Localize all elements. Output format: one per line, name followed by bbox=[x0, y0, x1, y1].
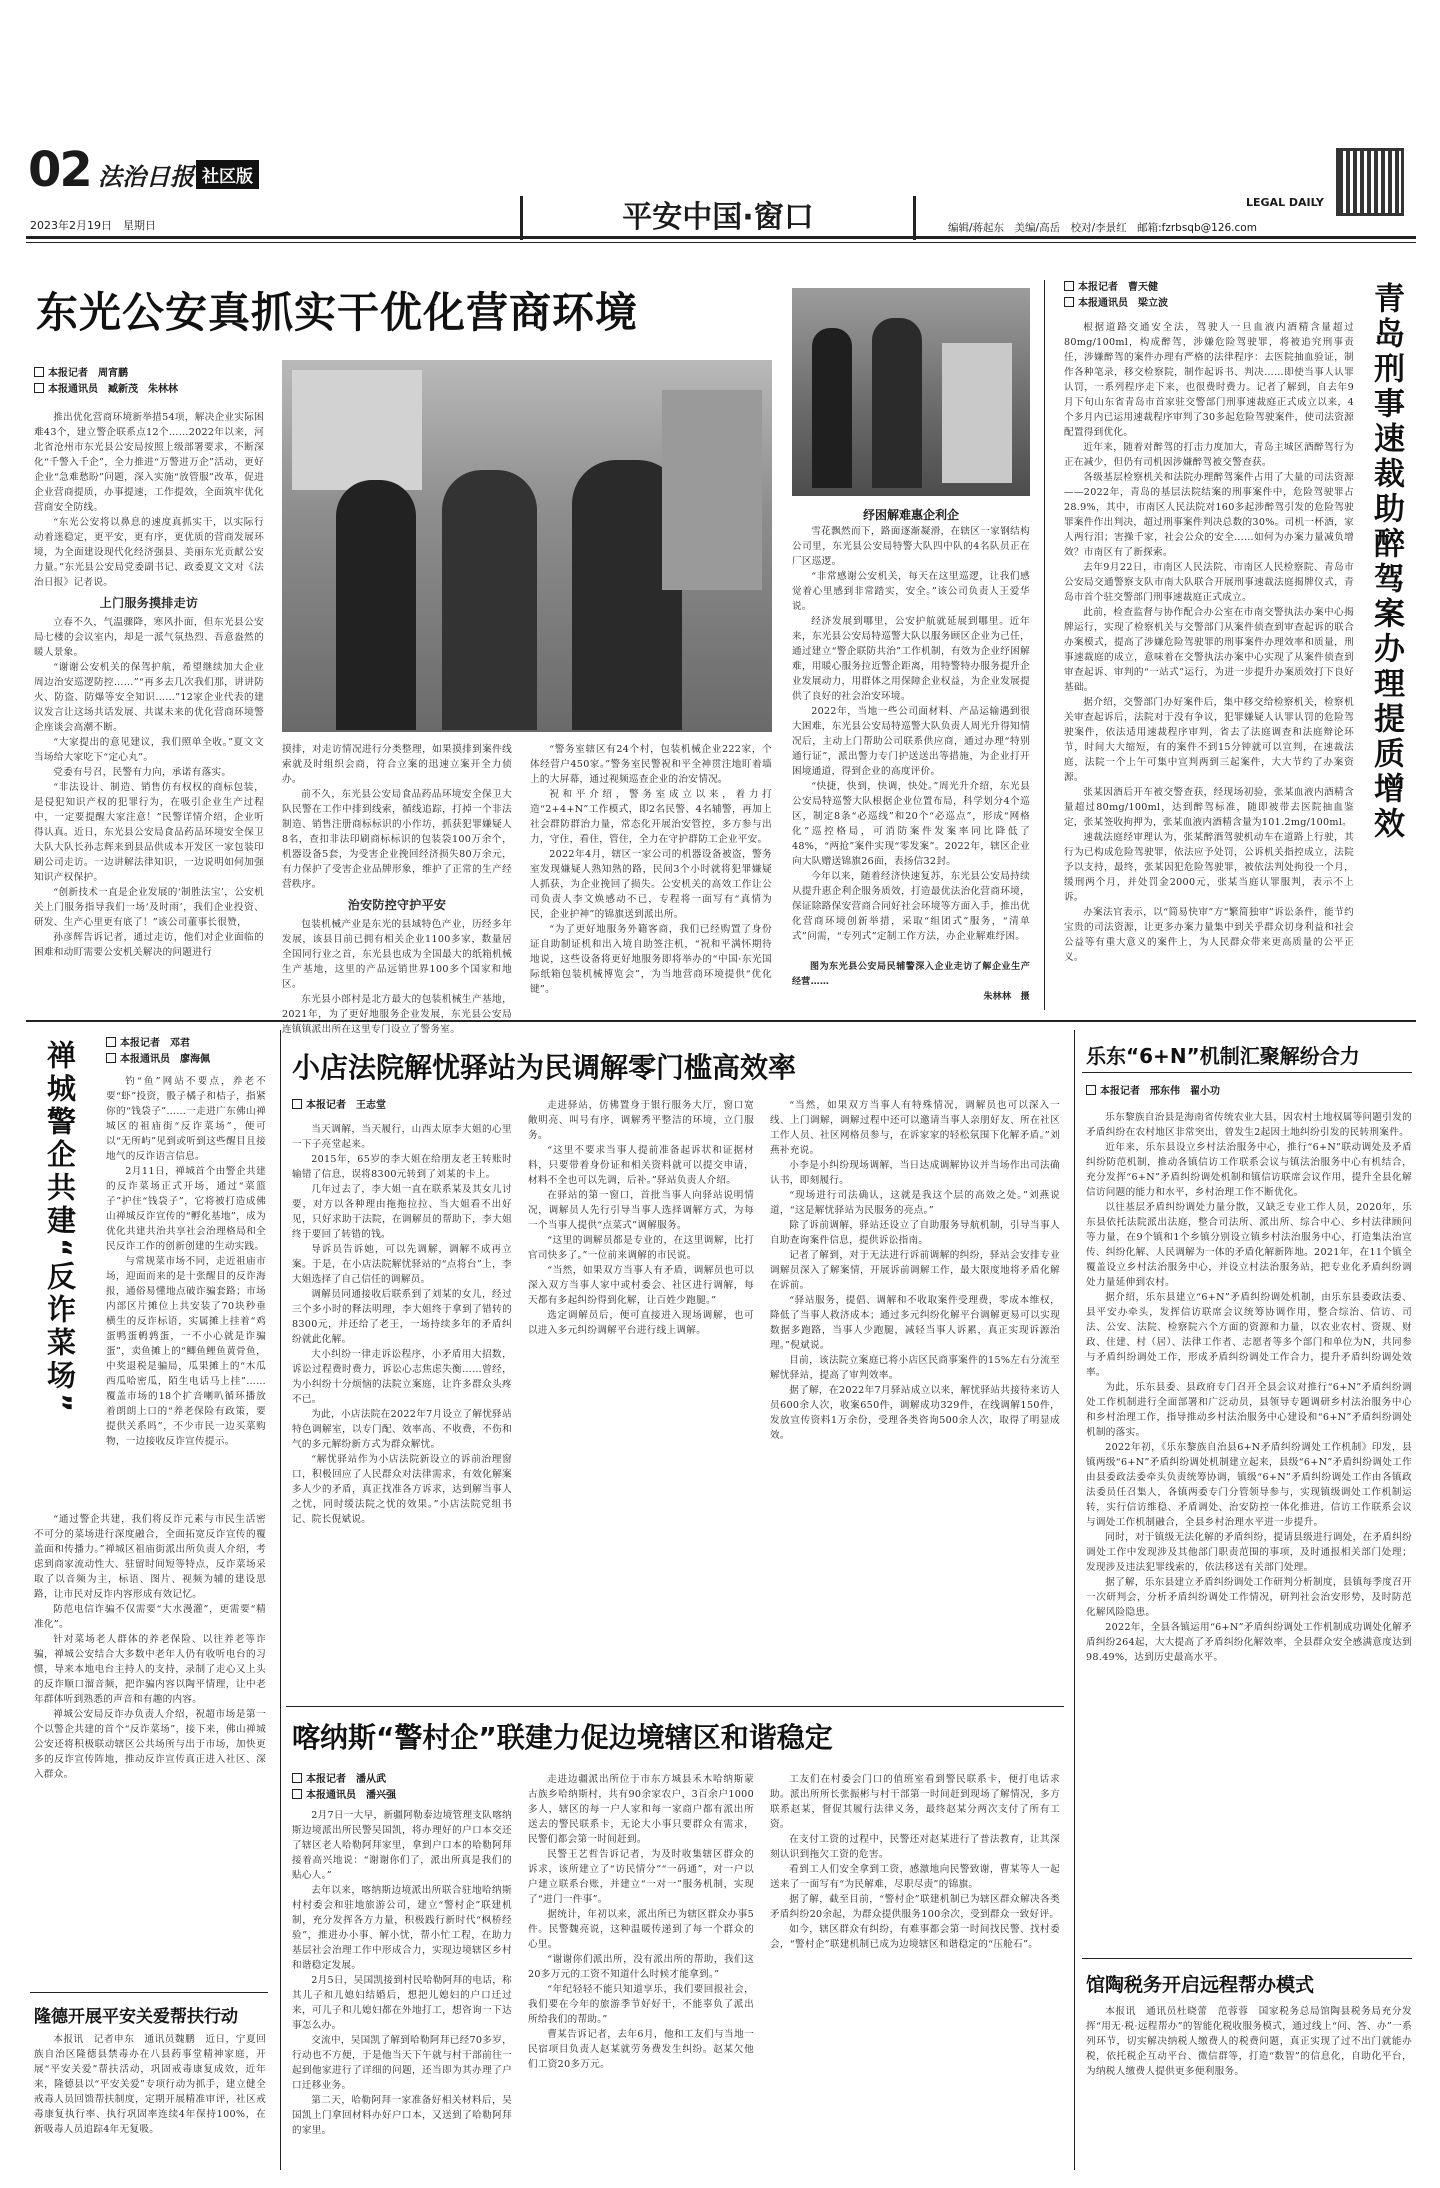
section-title-text: 平安中国·窗口 bbox=[622, 200, 814, 235]
kanas-col-1: 2月7日一大早，新疆阿勒泰边境管理支队喀纳斯边境派出所民警吴国凯，将办理好的户口本交还了辖区老人哈勒阿拜家里，拿到户口本的哈勒阿拜接着高兴地说：“谢谢你们了，派出所真是我们的贴心人。” 去年以来，喀纳斯边境派出所联合驻地哈纳斯村村委会和驻地旅游公司，建立“警村企”联建机制，充分发挥各方力量，积极践行新时代“枫桥经验”，推进办小事、解小忧，帮小忙工程，在助力基层社会治理工作中形成合力，实现边境辖区乡村和谐稳定发展。 2月5日，吴国凯接到村民哈勒阿拜的电话，称其儿子和儿媳妇结婚后，想把儿媳妇的户口迁过来，可儿子和儿媳妇都在外地打工，想咨询一下达事怎么办。 交流中，吴国凯了解到哈勒阿拜已经70多岁，行动也不方便，于是他当天下午就与村干部前往一起到他家进行了详细的问题，还当即为其办理了户口迁移业务。 第二天，哈勒阿拜一家准备好相关材料后，吴国凯上门拿回材料办好户口本，又送到了哈勒阿拜的家里。 bbox=[292, 1810, 512, 2136]
section-title bbox=[520, 196, 916, 240]
byline-qingdao: 本报记者 曹天健 本报通讯员 梁立波 bbox=[1064, 280, 1168, 312]
editor-credits: 编辑/蒋起东 美编/高岳 校对/李景红 邮箱:fzrbsqb@126.com bbox=[948, 222, 1257, 234]
byline-kanas: 本报记者 潘从武 本报通讯员 潘兴强 bbox=[292, 1772, 396, 1804]
article-title-dongguang: 东光公安真抓实干优化营商环境 bbox=[36, 288, 639, 337]
issue-date: 2023年2月19日 星期日 bbox=[30, 219, 156, 232]
xiaodian-col-2: 走进驿站，仿佛置身于银行服务大厅，窗口宽敞明亮、叫号有序，调解秀平整洁的环境，立门服务。 “这里不要求当事人提前准备起诉状和证据材料，只要带着身份证和相关资料就可以提交申请，材料不全也可以先调，后补。”驿站负责人介绍。 在驿站的第一窗口，首批当事人向驿站说明情况，调解员人先行引导当事人选择调解方式，为每一个当事人提供“点菜式”调解服务。 “这里的调解员都是专业的，在这里调解，比打官司快多了。”一位前来调解的市民说。 “当然，如果双方当事人有矛盾，调解员也可以深入双方当事人家中或村委会、社区进行调解，每天都有多起纠纷得到化解，让百姓少跑腿。” 选定调解员后，便可直接进入现场调解，也可以进入多元纠纷调解平台进行线上调解。 bbox=[528, 1100, 754, 1336]
photo-caption: 图为东光县公安局民辅警深入企业走访了解企业生产经营…… 朱林林 摄 bbox=[792, 960, 1030, 1008]
photo-police-visit bbox=[282, 360, 772, 732]
chancheng-col-b: “通过警企共建，我们将反诈元素与市民生活密不可分的菜场进行深度融合，全面拓宽反诈宣传的覆盖面和传播力。”禅城区祖庙街派出所负责人介绍，考虑到商家流动性大、驻留时间短等特点，反诈菜场采取了以音频为主，标语、图片、视频为辅的建设思路，让市民对反诈内容形成有效记忆。 防范电信诈骗不仅需要“大水漫灌”，更需要“精准化”。 针对菜场老人群体的养老保险、以往养老等诈骗，禅城公安结合大多数中老年人仍有收听电台的习惯，导来本地电台主持人的支持，录制了走心又上头的反诈顺口溜音频，把诈骗内容以陶平情理，让中老年群体听到熟悉的声音和有趣的内容。 禅城公安局反诈办负责人介绍，祝超市场是第一个以警企共建的首个“反诈菜场”，接下来，佛山禅城公安还将积极联动辖区公共场所与出于市场，加快更多的反诈宣传阵地，推动反诈宣传真正进入社区、深入群众。 bbox=[34, 1514, 266, 1780]
xiaodian-col-3: “当然，如果双方当事人有特殊情况，调解员也可以深入一线、上门调解，调解过程中还可以邀请当事人亲朋好友、所在社区工作人员、社区网格员参与，在诉家家的轻松氛围下化解矛盾。”刘燕补充说。 小李是小纠纷现场调解，当日达成调解协议并当场作出司法确认书，即刻履行。 “现场进行司法确认，这就是我这个层的高效之处。”刘燕说道，“这是解忧驿站为民服务的亮点。” 除了诉前调解，驿站还设立了自助服务导航机制，引导当事人自助查询案件信息，提供诉讼指南。 记者了解到，对于无法进行诉前调解的纠纷，驿站会安排专业调解员深入了解案情，开展诉前调解工作，最大限度地将矛盾化解在诉前。 “驿站服务，提倡、调解和不收取案件受理费，零成本维权，降低了当事人救济成本；通过多元纠纷化解平台调解更易可以实现数据多跑路，当事人少跑腿，减轻当事人诉累，真正实现诉源治理。”倪斌说。 目前，该法院立案庭已将小店区民商事案件的15%左右分流至解忧驿站，提高了审判效率。 据了解，在2022年7月驿站成立以来，解忧驿站共接待来访人员600余人次，收案650件，调解成功329件，在线调解150件，发放宣传资料1万余份，受理各类咨询500余人次，取得了明显成效。 bbox=[770, 1100, 1060, 1441]
guantao-text: 本报讯 通讯员杜晓蕾 范蓉蓉 国家税务总局馆陶县税务局充分发挥“用无·税·远程帮办”的智能化税收服务模式，通过线上“问、答、办”一系列环节，切实解决纳税人缴费人的税费问题，真正实现了过不出门就能办税，依托税企互动平台、微信群等，打造“数智”的信息化，自助化平台，为纳税人缴费人提供更多便利服务。 bbox=[1086, 2006, 1412, 2077]
article-title-qingdao: 青岛刑事速裁助醉驾案办理提质增效 bbox=[1368, 282, 1404, 842]
dongguang-col-4: 雪花飘然而下，路面逐渐凝滑，在辖区一家钢结构公司里，东光县公安局特警大队四中队的4名队员正在厂区巡逻。 “非常感谢公安机关，每天在这里巡逻，让我们感觉着心里感到非常踏实，安全。”该公司负责人王爱华说。 经济发展到哪里，公安护航就延展到哪里。近年来，东光县公安局特巡警大队以服务顾区企业为己任，通过建立“警企联防共治”工作机制，有效为企业纾困解难，用暖心服务拉近警企距离，用特警特办服务提升企业发展动力，用群体之用保障企业权益，为企业发展提供了良好的社会治安环境。 2022年，当地一些公司面材料、产品运输遇到很大困难，东光县公安局特巡警大队负责人周光升得知情况后，主动上门帮助公司联系供应商，通过办理“特别通行证”，派出警力专门护送送出等措施，为企业打开困境通道，得到企业的高度评价。 “快捷，快到，快调，快处。”周光升介绍，东光县公安局特巡警大队根据企业位置布局，科学划分4个巡区，制定8条“必巡线”和20个“必巡点”，形成“网格化”巡控格局，可消防案件发案率同比降低了48%，“两抢”案件实现“零发案”。2022年，辖区企业向大队赠送锦旗26面，表扬信32封。 今年以来，随着经济快速复苏，东光县公安局持续从提升惠企利企服务质效，打造最优法治化营商环境，保证除路保安营商合同好社会环境等方面入手，推出优化营商环境创新举措，采取“组团式”服务，“清单式”问需，“专列式”定制工作方法，办企业解难纾困。 bbox=[792, 526, 1030, 942]
dongguang-col-3: “警务室辖区有24个村，包装机械企业222家，个体经营户450家。”警务室民警祝和平全神贯注地盯着墙上的大屏幕，通过视频巡查企业的治安情况。 祝和平介绍，警务室成立以来，着力打造“2+4+N”工作模式，即2名民警、4名辅警，再加上社会群防群治力量，常态化开展治安管控，多方参与出力，守住，看住，管住，全力在守护群防工企业平安。 2022年4月，辖区一家公司的机器设备被盗，警务室发现嫌疑人熟知熟的路，民间3个小时就将犯罪嫌疑人抓获，为企业挽回了损失。公安机关的高效工作让公司负责人李文焕感动不已，专程将一面写有“真情为民，企业护神”的锦旗送到派出所。 “为了更好地服务外籍客商，我们已经购置了身份证自助制证机和出入境自助签注机，“祝和平满怀期待地说，这些设备将更好地服务即将举办的“中国·东光国际纸箱包装机械博览会”，为当地营商环境提供“优化键”。 bbox=[530, 744, 772, 995]
hrule-mid bbox=[26, 1020, 1416, 1022]
article-title-kanas: 喀纳斯“警村企”联建力促边境辖区和谐稳定 bbox=[292, 1721, 833, 1754]
edition-badge: 社区版 bbox=[196, 160, 259, 189]
vrule-3 bbox=[1074, 1030, 1075, 2170]
article-title-longde: 隆德开展平安关爱帮扶行动 bbox=[34, 2007, 238, 2027]
vrule-1 bbox=[1044, 280, 1045, 1010]
chancheng-col-a: 钓“鱼”网站不要点，养老不要“虾”投资，骰子橘子和桔子，指紧你的“钱袋子”……一走进广东佛山禅城区的祖庙街“反诈菜场”，便可以“无所屿”见到或听到这些醒目且接地气的反诈语言信息。 2月11日，禅城首个由警企共建的反诈菜场正式开场，通过“菜篮子”护住“钱袋子”，它将被打造成佛山禅城反诈宣传的“孵化基地”，成为优化共建共治共享社会治理格局和全民反诈工作的创新创建的生动实践。 与常规菜市场不同，走近祖庙市场，迎面而来的是十张醒目的反诈海报，通俗易懂地点破诈骗套路；市场内部区片摊位上共安装了70块秒垂横生的反诈标语，实属摊上挂着“鸡蛋鸭蛋鹌鹑蛋，一不小心就是诈骗蛋”，卖鱼摊上的“鲫鱼鲤鱼黄骨鱼，中奖退税是骗局，瓜果摊上的“木瓜西瓜哈密瓜，陌生电话马上挂”……覆盖市场的18个扩音喇叭循环播放着朗朗上口的“养老保险有政策，要提供关系吗”，不少市民一边买菜购物，一边接收反诈宣传提示。 bbox=[106, 1076, 266, 1447]
masthead-rule-thin bbox=[26, 242, 1416, 243]
subhead-door-service: 上门服务摸排走访 bbox=[99, 596, 199, 610]
ledong-col: 乐东黎族自治县是海南省传统农业大县，因农村土地权属等问题引发的矛盾纠纷在农村地区非常突出，曾发生2起因土地纠纷引发的民转刑案件。 近年来，乐东县设立乡村法治服务中心，推行“6+N”联动调处及矛盾纠纷防范机制，推动各镇信访工作联系会议与镇法治服务中心有机结合，充分发挥“6+N”矛盾纠纷调处机制和镇信访联席会议作用，提升全县化解信访问题的能力和水平，乡村治理工作不断优化。 以往基层矛盾纠纷调处力量分散，又缺乏专业工作人员，2020年，乐东县依托法院派出法庭，整合司法所、派出所、综合中心、乡村法律顾问等力量，在9个镇和1个乡镇分别设立镇乡村法治服务中心，打造集法治宣传、纠纷化解、人民调解为一体的矛盾化解新阵地。2021年，在11个镇全覆盖设立乡村法治服务中心，并设立村法治服务站，把专业化矛盾纠纷调处力量延伸到农村。 据介绍，乐东县建立“6+N”矛盾纠纷调处机制，由乐东县委政法委、县平安办牵头，发挥信访联席会议统筹协调作用，整合综治、信访、司法、公安、法院、检察院六个方面的资源和力量，以农业农村、资规、财政、住建、村（居）、法律工作者、志愿者等多个部门和单位为N，共同参与矛盾纠纷调处工作，形成矛盾纠纷调处工作合力，提升矛盾纠纷调处效率。 为此，乐东县委、县政府专门召开全县会议对推行“6+N”矛盾纠纷调处工作机制进行全面部署和广泛动员，县领导专题调研乡村法治服务中心和乡村治理工作，指导推动乡村法治服务中心建设和“6+N”矛盾纠纷调处机制的落实。 2022年初，《乐东黎族自治县6+N矛盾纠纷调处工作机制》印发，县镇两级“6+N”矛盾纠纷调处机制建立起来，县级“6+N”矛盾纠纷调处工作由县委政法委牵头负责统筹协调，镇级“6+N”矛盾纠纷调处工作由各镇政法委员任召集人，各镇两委专门分管领导参与，实现镇级调处工作机制运转，实行信访维稳、矛盾调处、治安防控一体化推进，信访工作联系会议与调处工作机制融合，全县乡村治理水平进一步提升。 同时，对于镇级无法化解的矛盾纠纷，提请县级进行调处，在矛盾纠纷调处工作中发现涉及其他部门职责范围的事项，及时通报相关部门处理；发现涉及违法犯罪线索的，依法移送有关部门处理。 据了解，乐东县建立矛盾纠纷调处工作研判分析制度，县镇每季度召开一次研判会，分析矛盾纠纷调处工作情况，研判社会治安形势，及时防范化解风险隐患。 2022年，全县各镇运用“6+N”矛盾纠纷调处工作机制成功调处化解矛盾纠纷264起，大大提高了矛盾纠纷化解效率，全县群众安全感满意度达到98.49%，达到历史最高水平。 bbox=[1086, 1112, 1412, 1663]
photo-credit: 朱林林 摄 bbox=[983, 992, 1030, 1002]
article-title-xiaodian: 小店法院解忧驿站为民调解零门槛高效率 bbox=[292, 1051, 797, 1084]
qingdao-col: 根据道路交通安全法，驾驶人一旦血液内酒精含量超过80mg/100ml，构成醉驾，涉嫌危险驾驶罪，将被追究刑事责任，涉嫌醉驾的案件办理有严格的法律程序：去医院抽血验证，制作各种笔录，移交检察院，制作起诉书、判决……即使当事人认罪认罚，一系列程序走下来，也很费时费力。记者了解到，自去年9月下旬山东省青岛市首家驻交警部门刑事速裁庭正式成立以来，4个多月内已运用速裁程序审判了30多起危险驾驶案件，使司法资源配置得到优化。 近年来，随着对醉驾的打击力度加大，青岛主城区酒醉驾行为正在减少，但仍有司机因涉嫌醉驾被交警查获。 各级基层检察机关和法院办理醉驾案件占用了大量的司法资源——2022年，青岛的基层法院结案的刑事案件中，危险驾驶罪占28.9%，其中，市南区人民法院对160多起涉醉驾引发的危险驾驶罪案件作出判决，超过刑事案件判决总数的30%。司机一杯酒，家人两行泪；害操千家，社会公众的安全……如何为办案力量减负增效？市南区有了新探索。 去年9月22日，市南区人民法院、市南区人民检察院、青岛市公安局交通警察支队市南大队联合开展刑事速裁法庭揭牌仪式，青岛市首个驻交警部门刑事速裁庭正式成立。 此前，检查监督与协作配合办公室在市南交警执法办案中心揭牌运行，实现了检察机关与交警部门从案件侦查到审查起诉的联合办案模式，提高了涉嫌危险驾驶罪的刑事案件办理效率和质量，刑事速裁庭的成立，意味着在交警执法办案中心实现了从案件侦查到审查起诉、审判的“一站式”运行，为进一步提升办案质效打下良好基础。 据介绍，交警部门办好案件后，集中移交给检察机关，检察机关审查起诉后，法院对于没有争议，犯罪嫌疑人认罪认罚的危险驾驶案件，依法适用速裁程序审判，省去了法庭调查和法庭辩论环节，时间大大缩短，有的案件不到15分钟就可以宣判，在速裁法庭，法院一个上午可集中宣判两到三起案件，大大节约了办案资源。 张某因酒后开车被交警查获，经现场初验，张某血液内酒精含量超过80mg/100ml，达到醉驾标准，随即被带去医院抽血鉴定，张某签收拘押为，张某血液内酒精含量为101.2mg/100ml。 速裁法庭经审理认为，张某醉酒驾驶机动车在道路上行驶，其行为已构成危险驾驶罪，依法应予处罚，公诉机关指控成立，法院予以支持，最终，张某因犯危险驾驶罪，被依法判处拘役一个月，缓刑两个月，并处罚金2000元，张某当庭认罪服判，表示不上诉。 办案法官表示，以“简易快审”方“繁简独审”诉讼条件，能节约宝贵的司法资源，让更多办案力量集中到关乎群众切身利益和社会公益等有重大意义的案件上，为人民群众带来更高质量的公平正义。 bbox=[1064, 322, 1354, 963]
dongguang-col-1: 推出优化营商环境新举措54项，解决企业实际困难43个，建立警企联系点12个……2022年以来，河北省沧州市东光县公安局按照上级部署要求，不断深化“千警入千企”，全力推进“万警进万企”活动，更好企业“急难愁盼”问题，深入实施“放管服”改革，促进企业营商提质，办事提速，工作提效，全面筑牢优化营商安全防线。 “东光公安将以鼻息的速度真抓实干，以实际行动着迷稳定，更平安，更有序，更优质的营商发展环境，为全面建设现代化经济强县、美丽东光贡献公安力量。”东光县公安局党委副书记、政委夏文文对《法治日报》记者说。 上门服务摸排走访 立春不久，气温骤降，寒风扑面，但东光县公安局七楼的会议室内，却是一派气氛热烈、吾意盎然的暖人景象。 “谢谢公安机关的保驾护航，希望继续加大企业周边治安巡逻防控……”“再多去几次我们那，讲讲防火、防盗、防爆等安全知识……”12家企业代表的建议发言让这场共话发展、共谋未来的优化营商环境警企座谈会高潮不断。 “大家提出的意见建议，我们照单全收。”夏文文当场给大家吃下“定心丸”。 党委有号召，民警有力向，承诺有落实。 “非法设计、制造、销售仿有权权的商标包装，是侵犯知识产权的犯罪行为，在吸引企业生产过程中，一定要提醒大家注意！”民警详情介绍，企业听得认真。近日，东光县公安局食品药品环境安全保卫大队大队长孙志辉来到县品供成本开发区一家包装印刷公司走访。一边讲解法律知识，一边说明如何加强知识产权保护。 “创新技术一直是企业发展的‘制胜法宝’，公安机关上门服务指导我们一场‘及时雨’，我们企业投资、研发、生产心里更有底了！”该公司董事长很赞， 孙彦辉告诉记者，通过走访，他们对企业面临的困难和动盯需要公安机关解决的问题进行 bbox=[34, 412, 264, 958]
byline-xiaodian: 本报记者 王志堂 bbox=[292, 1098, 386, 1114]
vrule-2 bbox=[280, 1030, 281, 2170]
dongguang-col-2: 摸排，对走访情况进行分类整理，如果摸排到案件线索就及时组织会商，符合立案的迅速立案开全力侦办。 前不久，东光县公安局食品药品环境安全保卫大队民警在工作中排到线索，循线追踪，打掉一个非法制造、销售注册商标标识的小作坊，抓获犯罪嫌疑人8名，查扣非法印刷商标标识的包装袋100万余个，机器设备5套，为受害企业挽回经济损失80万余元，有力保护了受害企业品牌形象，维护了正常的生产经营秩序。 治安防控守护平安 包装机械产业是东光的县域特色产业，历经多年发展，该县目前已拥有相关企业1100多家，数量居全国同行业之首，东光县也成为全国最大的纸箱机械生产基地，这里的产品远销世界100多个国家和地区。 东光县小郎村是北方最大的包装机械生产基地，2021年，为了更好地服务企业发展，东光县公安局连镇镇派出所在这里专门设立了警务室。 bbox=[282, 744, 512, 1035]
page-number: 02 bbox=[28, 142, 91, 198]
article-title-ledong: 乐东“6+N”机制汇聚解纷合力 bbox=[1086, 1044, 1360, 1068]
xiaodian-col-1: 当天调解，当天履行，山西太原李大姐的心里一下子亮堂起来。 2015年，65岁的李大姐在给朋友老王转账时输错了信息，误将8300元转到了刘某的卡上。 几年过去了，李大姐一直在联系某及其女儿讨要，对方以各种理由拖拖拉拉、当大姐看不出好见，只好求助于法院，在调解员的帮助下，李大姐终于要回了转错的钱。 导诉员告诉她，可以先调解，调解不成再立案。于是，在小店法院解忧驿站的“点将台”上，李大姐选择了自己信任的调解员。 调解员同通接收后联系到了刘某的女儿，经过三个多小时的释法明理，李大姐终于拿到了错转的8300元，并还给了老王，一场持续多年的矛盾纠纷就此化解。 大小纠纷一律走诉讼程序，小矛盾用大招数，诉讼过程费时费力，诉讼心志焦虑失衡……曾经，为小纠纷十分烦恼的法院立案庭，让许多群众头疼不已。 为此，小店法院在2022年7月设立了解忧驿站特色调解室，以专门配、效率高、不收费，不伤和气的多元解纷新方式为群众解忧。 “解忧驿站作为小店法院新设立的诉前治理窗口，积极回应了人民群众对法律需求，有效化解案多人少的矛盾，真正找准各方诉求，达到解当事人之忧，同时缓法院之忧的效果。”小店法院党组书记、院长倪斌说。 bbox=[292, 1124, 512, 1525]
photo-factory-visit bbox=[792, 288, 1030, 496]
hrule-guantao bbox=[1082, 1958, 1412, 1959]
masthead-rule bbox=[26, 236, 1416, 239]
qr-code bbox=[1336, 148, 1404, 216]
byline-ledong: 本报记者 邢东伟 翟小功 bbox=[1086, 1084, 1220, 1100]
hrule-ledong bbox=[1082, 1072, 1412, 1073]
legal-daily-label: LEGAL DAILY bbox=[1246, 196, 1324, 209]
article-title-guantao: 馆陶税务开启远程帮办模式 bbox=[1086, 1974, 1315, 1996]
hrule-longde bbox=[30, 1992, 268, 1993]
kanas-col-2: 走进边疆派出所位于市东方城县禾木哈纳斯蒙古族乡哈纳斯村，共有90余家农户，3百余户1000多人，辖区的每一户人家和每一家商户都有派出所送去的警民联系卡，无论大小事只要群众有需求，民警们都会第一时间赶到。 民警王艺哲告诉记者，为及时收集辖区群众的诉求，该所建立了“访民情分”“一码通”，对一户以户建立联系台账，并建立“一对一”服务机制，实现了“进门一件事”。 据统计，年初以来，派出所已为辖区群众办事5件。民警魏亮说，这种温暖传递到了每一个群众的心里。 “谢谢你们派出所，没有派出所的帮助，我们这20多万元的工资不知道什么时候才能拿到。” “年纪轻轻不能只知道享乐，我们要回报社会，我们要在今年的旅游季节好好干，不能辜负了派出所给我们的帮助。” 曹某告诉记者，去年6月，他和工友们与当地一民宿项目负责人赵某就劳务费发生纠纷。赵某欠他们工资20多万元。 bbox=[528, 1774, 754, 2070]
paper-name: 法治日报 bbox=[98, 162, 194, 191]
subhead-relief: 纾困解难惠企利企 bbox=[862, 508, 959, 522]
byline-chancheng: 本报记者 邓君 本报通讯员 廖海佩 bbox=[106, 1036, 210, 1068]
article-title-chancheng: 禅城警企共建“反诈菜场” bbox=[43, 1040, 77, 1417]
kanas-col-3: 工友们在村委会门口的值班室看到警民联系卡，便打电话求助。派出所所长张振彬与村干部第一时间赶到现场了解情况，多方联系赵某，督促其履行法律义务，最终赵某分两次支付了所有工资。 在支付工资的过程中，民警还对赵某进行了普法教育，让其深刻认识到拖欠工资的危害。 看到工人们安全拿到工资，感激地向民警致谢，曹某等人一起送来了一面写有“为民解难，尽职尽责”的锦旗。 据了解，截至目前，“警村企”联建机制已为辖区群众解决各类矛盾纠纷20余起，为群众提供服务100余次，受到群众一致好评。 如今，辖区群众有纠纷，有难事都会第一时间找民警、找村委会，“警村企”联建机制已成为边境辖区和谐稳定的“压舱石”。 bbox=[770, 1774, 1060, 1950]
byline-dongguang: 本报记者 周宵鹏 本报通讯员 臧新茂 朱林林 bbox=[34, 366, 178, 398]
longde-text: 本报讯 记者申东 通讯员魏鹏 近日，宁夏回族自治区隆德县禁毒办在八县药事堂精神家庭，开展“平安关爱”帮扶活动，巩固戒毒康复成效，近年来，隆德县以“平安关爱”专项行动为抓手，建立健全戒毒人员回馈帮扶制度，定期开展精准审评，社区戒毒康复执行率、执行巩固率连续4年保持100%，在新吸毒人员追踪4年无复吸。 bbox=[34, 2034, 266, 2135]
hrule-kanas bbox=[286, 1706, 1064, 1707]
subhead-security: 治安防控守护平安 bbox=[347, 898, 447, 912]
